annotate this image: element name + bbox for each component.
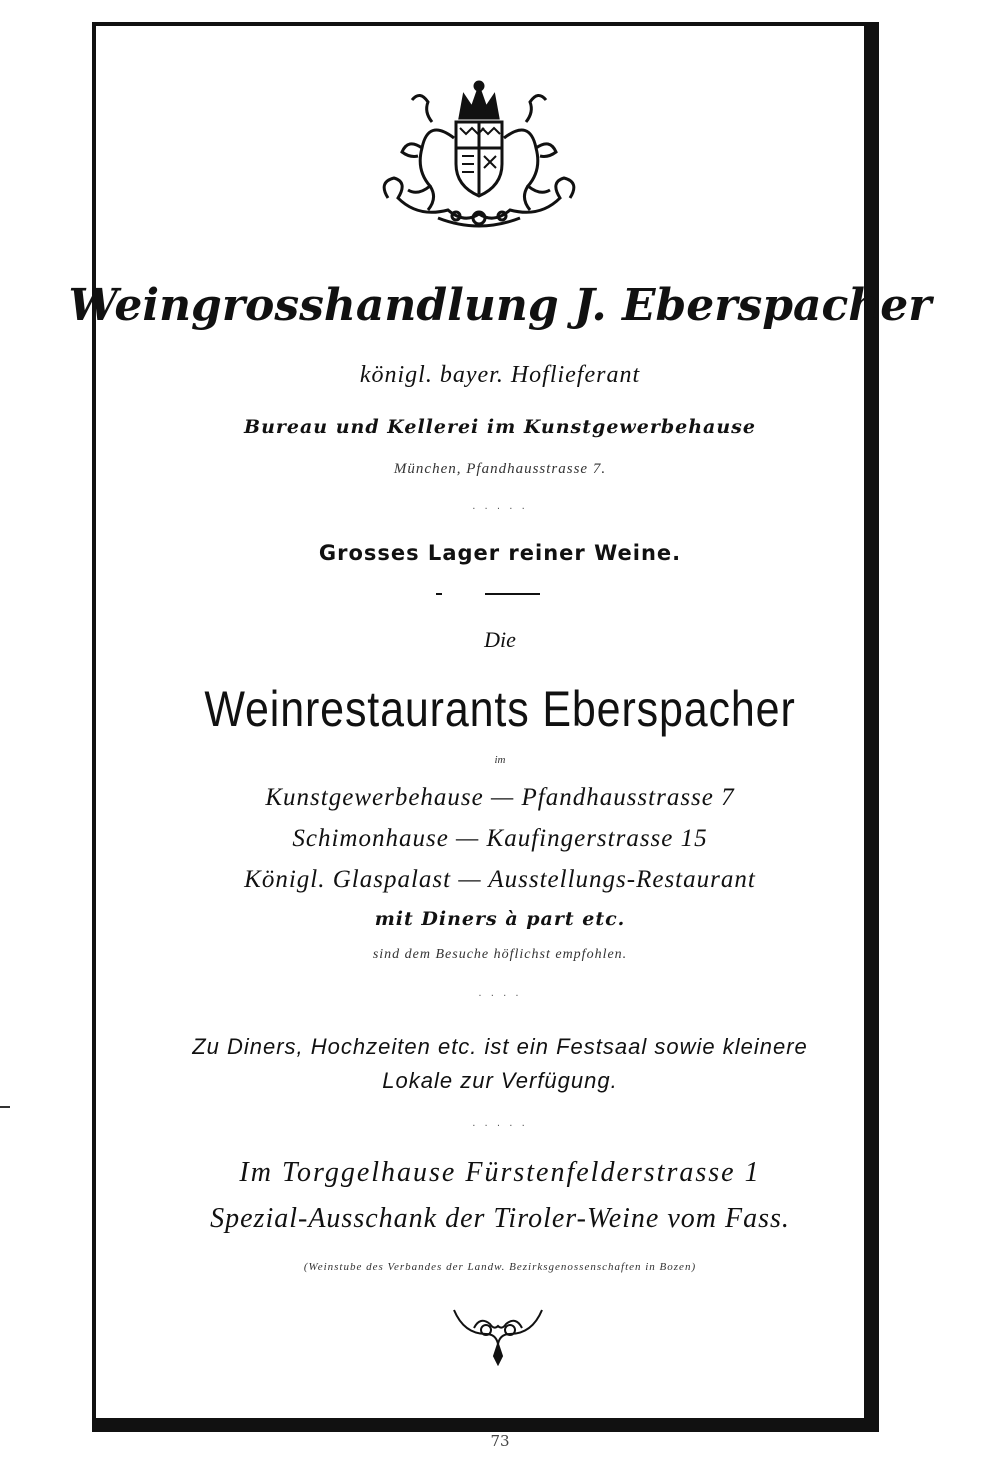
location-1: Kunstgewerbehause — Pfandhausstrasse 7 xyxy=(265,784,735,811)
stock-heading: Grosses Lager reiner Weine. xyxy=(318,541,682,565)
page-number: 73 xyxy=(490,1432,510,1450)
die-label: Die xyxy=(484,627,516,652)
diners-line: mit Diners à part etc. xyxy=(374,908,626,930)
floral-ornament xyxy=(450,1304,546,1366)
torggel-line-1: Im Torggelhause Fürstenfelderstrasse 1 xyxy=(239,1157,761,1188)
rule-divider xyxy=(485,593,540,595)
festsaal-line-2: Lokale zur Verfügung. xyxy=(382,1068,618,1093)
torggel-note: (Weinstube des Verbandes der Landw. Bezirksgenossenschaften in Bozen) xyxy=(303,1261,697,1273)
im-label: im xyxy=(494,754,506,766)
festsaal-line-1: Zu Diners, Hochzeiten etc. ist ein Festsaal sowie kleinere xyxy=(192,1034,808,1059)
rule-dot xyxy=(436,593,442,595)
ornament-divider-2: · · · · xyxy=(478,991,522,1002)
address-line-1: Bureau und Kellerei im Kunstgewerbehause xyxy=(244,416,756,438)
recommend-line: sind dem Besuche höflichst empfohlen. xyxy=(372,947,628,962)
location-3: Königl. Glaspalast — Ausstellungs-Restaurant xyxy=(244,866,756,893)
address-line-2: München, Pfandhausstrasse 7. xyxy=(393,461,607,477)
coat-of-arms-emblem xyxy=(368,78,590,230)
location-2: Schimonhause — Kaufingerstrasse 15 xyxy=(292,825,708,852)
ornament-divider: · · · · · xyxy=(472,504,528,515)
torggel-line-2: Spezial-Ausschank der Tiroler-Weine vom Fass. xyxy=(210,1203,790,1234)
company-title: Weingrosshandlung J. Eberspacher xyxy=(68,280,932,331)
ornament-divider-3: · · · · · xyxy=(472,1121,528,1132)
restaurants-title: Weinrestaurants Eberspacher xyxy=(204,681,796,737)
purveyor-subtitle: königl. bayer. Hoflieferant xyxy=(359,362,641,388)
scan-mark xyxy=(0,1106,10,1108)
